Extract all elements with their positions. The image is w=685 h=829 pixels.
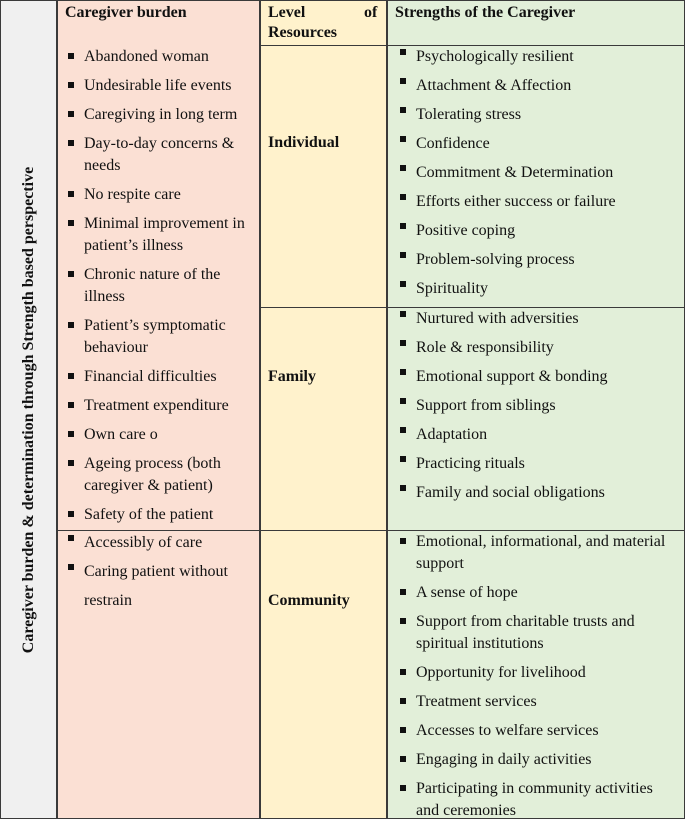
- side-label-cell: [0, 0, 57, 819]
- list-item: Day-to-day concerns & needs: [62, 133, 256, 177]
- list-item: Confidence: [394, 129, 679, 158]
- list-item: Caregiving in long term: [62, 104, 256, 126]
- list-item: Safety of the patient: [62, 504, 256, 526]
- list-item: No respite care: [62, 184, 256, 206]
- list-item: Accessibly of care: [62, 528, 256, 557]
- level-community: Community: [268, 592, 350, 609]
- header-resources-word: Resources: [268, 24, 338, 41]
- list-item: Engaging in daily activities: [394, 749, 679, 771]
- list-item: Participating in community activities and ceremonies: [394, 778, 679, 822]
- burden-list-community: [62, 528, 256, 615]
- list-item: Family and social obligations: [394, 478, 679, 507]
- list-item: Own care o: [62, 424, 256, 446]
- list-item: Commitment & Determination: [394, 158, 679, 187]
- list-item: Emotional, informational, and material support: [394, 531, 679, 575]
- list-item: Financial difficulties: [62, 366, 256, 388]
- strengths-list-family: [394, 304, 679, 507]
- header-level-word: Level: [268, 4, 306, 21]
- strengths-list-individual: [394, 42, 679, 303]
- list-item: Emotional support & bonding: [394, 362, 679, 391]
- list-item: Chronic nature of the illness: [62, 264, 256, 308]
- list-item: Efforts either success or failure: [394, 187, 679, 216]
- side-label: Caregiver burden & determination through Strength based perspective: [19, 166, 37, 653]
- list-item: Abandoned woman: [62, 46, 256, 68]
- list-item: Caring patient without restrain: [62, 557, 256, 615]
- list-item: Psychologically resilient: [394, 42, 679, 71]
- list-item: Support from charitable trusts and spiritual institutions: [394, 611, 679, 655]
- list-item: A sense of hope: [394, 582, 679, 604]
- list-item: Treatment services: [394, 691, 679, 713]
- level-individual: Individual: [268, 134, 340, 151]
- list-item: Support from siblings: [394, 391, 679, 420]
- list-item: Undesirable life events: [62, 75, 256, 97]
- list-item: Minimal improvement in patient’s illness: [62, 213, 256, 257]
- list-item: Adaptation: [394, 420, 679, 449]
- list-item: Problem-solving process: [394, 245, 679, 274]
- list-item: Opportunity for livelihood: [394, 662, 679, 684]
- list-item: Tolerating stress: [394, 100, 679, 129]
- header-strengths: Strengths of the Caregiver: [395, 4, 576, 21]
- header-caregiver-burden: Caregiver burden: [65, 4, 187, 21]
- list-item: Positive coping: [394, 216, 679, 245]
- header-of-word: of: [364, 4, 378, 21]
- level-of-resources-column: [260, 0, 387, 819]
- list-item: Treatment expenditure: [62, 395, 256, 417]
- list-item: Practicing rituals: [394, 449, 679, 478]
- list-item: Spirituality: [394, 274, 679, 303]
- list-item: Patient’s symptomatic behaviour: [62, 315, 256, 359]
- list-item: Ageing process (both caregiver & patient): [62, 453, 256, 497]
- level-family: Family: [268, 368, 316, 385]
- burden-list: [62, 46, 256, 533]
- list-item: Attachment & Affection: [394, 71, 679, 100]
- list-item: Accesses to welfare services: [394, 720, 679, 742]
- list-item: Role & responsibility: [394, 333, 679, 362]
- list-item: Nurtured with adversities: [394, 304, 679, 333]
- strengths-list-community: [394, 531, 679, 829]
